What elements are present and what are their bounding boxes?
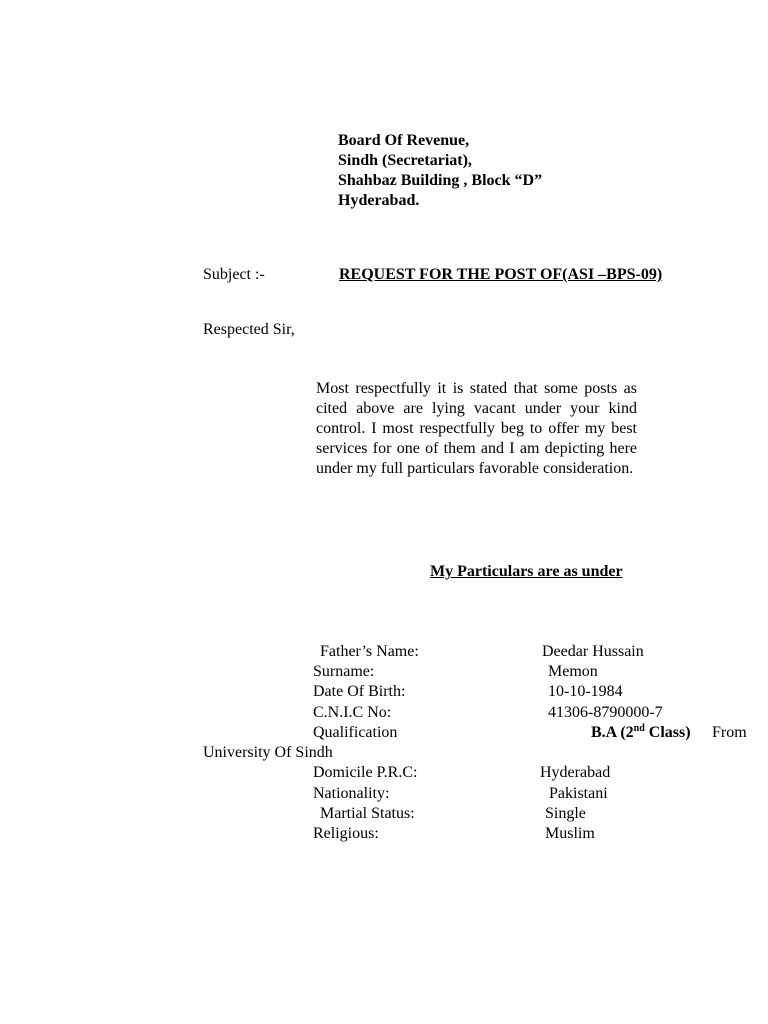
domicile-value: Hyderabad [540,764,611,781]
fathers-name-label: Father’s Name: [320,643,419,660]
marital-status-label: Martial Status: [320,805,415,822]
address-line-3: Shahbaz Building , Block “D” [338,172,543,189]
dob-value: 10-10-1984 [548,683,623,700]
cnic-label: C.N.I.C No: [313,704,392,721]
address-line-1: Board Of Revenue, [338,132,470,149]
cnic-value: 41306-8790000-7 [548,704,663,721]
recipient-address [338,131,542,211]
qualification-value [591,723,691,743]
qualification-label: Qualification [313,724,398,741]
qualification-university: University Of Sindh [203,744,333,761]
address-line-2: Sindh (Secretariat), [338,152,472,169]
dob-label: Date Of Birth: [313,683,406,700]
nationality-value: Pakistani [549,785,608,802]
subject-title: REQUEST FOR THE POST OF(ASI –BPS-09) [339,266,663,283]
qualification-from: From [712,724,747,741]
qualification-degree: B.A (2 [591,724,634,741]
domicile-label: Domicile P.R.C: [313,764,418,781]
qualification-class: Class) [644,724,691,741]
subject-label: Subject :- [203,266,265,283]
fathers-name-value: Deedar Hussain [542,643,644,660]
religion-value: Muslim [545,825,595,842]
marital-status-value: Single [545,805,586,822]
body-paragraph: Most respectfully it is stated that some posts as cited above are lying vacant under your kind control. I most respectfully beg to offer my best services for one of them and I am depicting here under my full particulars favorable consideration. [316,380,637,477]
salutation: Respected Sir, [203,321,295,338]
qualification-ordinal: nd [633,723,645,734]
address-line-4: Hyderabad. [338,192,420,209]
particulars-heading: My Particulars are as under [430,563,623,580]
religion-label: Religious: [313,825,379,842]
surname-label: Surname: [313,663,375,680]
surname-value: Memon [548,663,598,680]
nationality-label: Nationality: [313,785,390,802]
